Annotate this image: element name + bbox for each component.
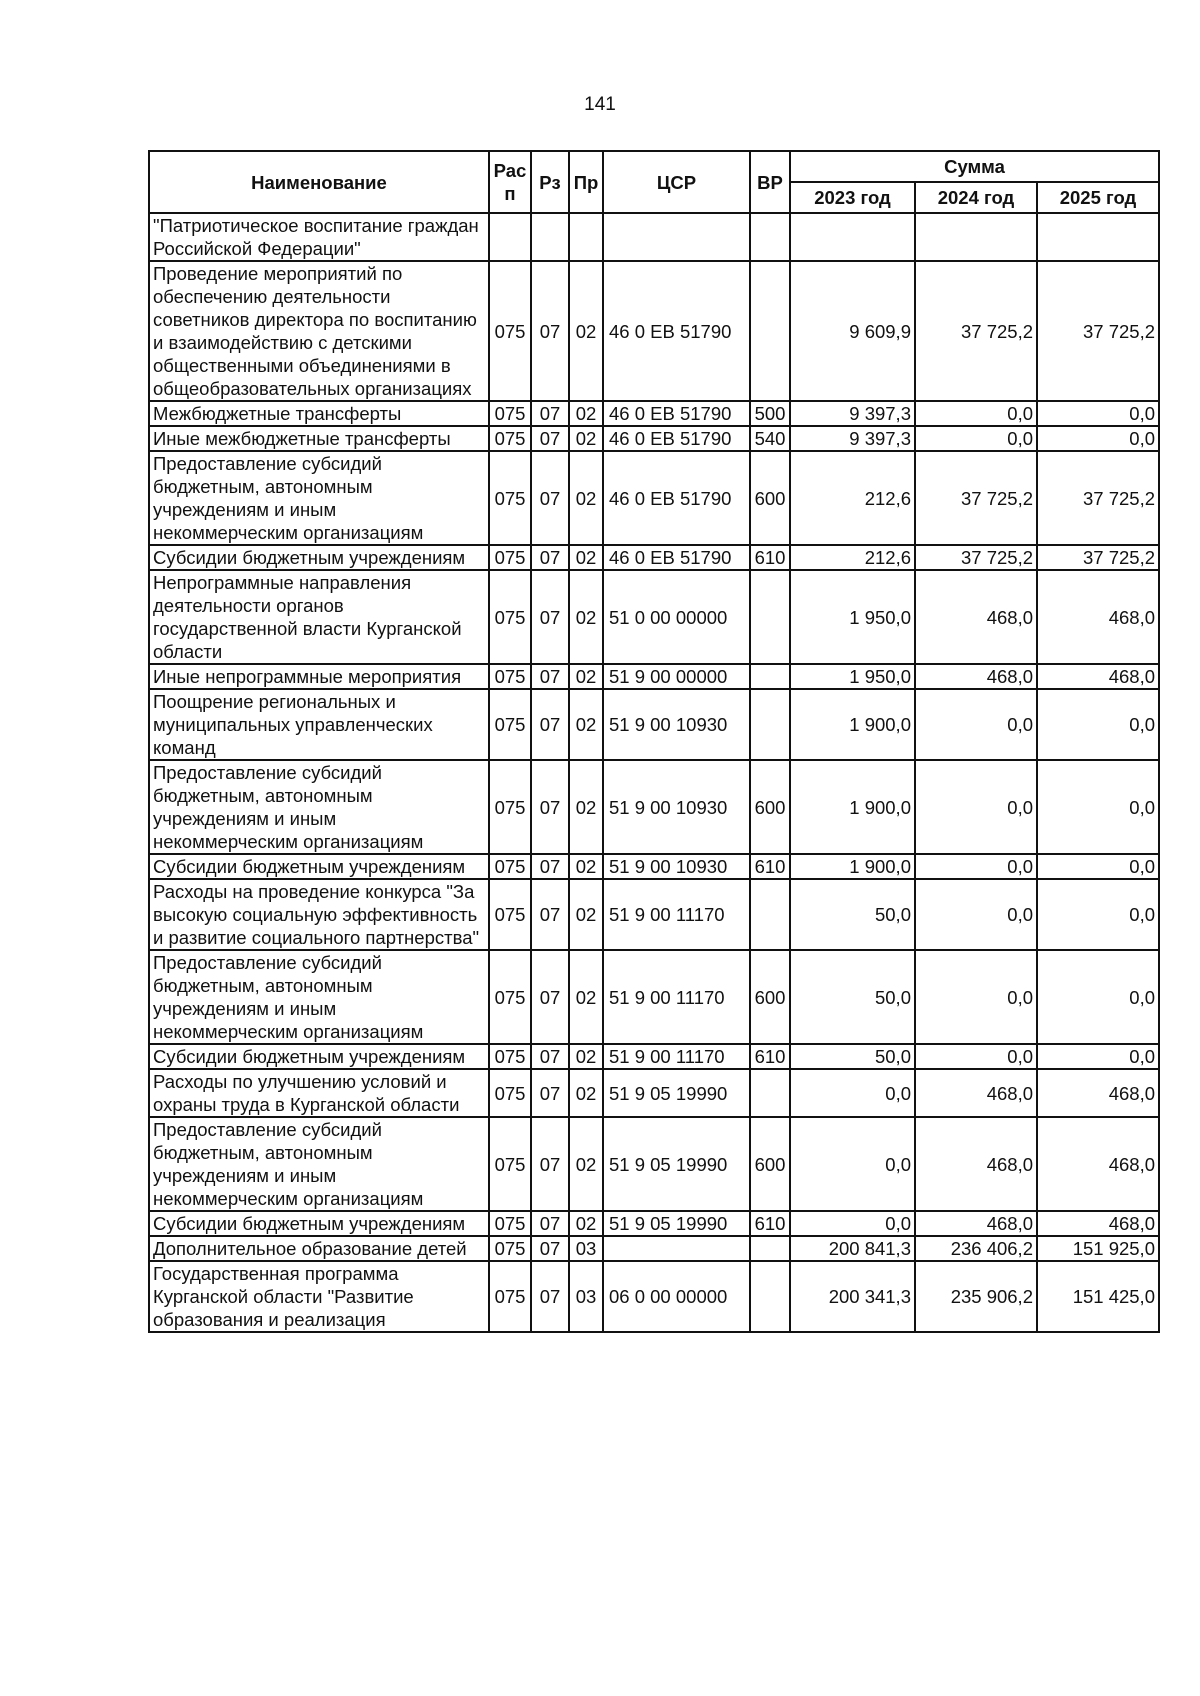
cell-csr: 46 0 ЕВ 51790 bbox=[603, 426, 750, 451]
cell-y2024: 37 725,2 bbox=[915, 451, 1037, 545]
cell-csr: 51 9 00 11170 bbox=[603, 950, 750, 1044]
table-row bbox=[149, 1117, 1159, 1211]
cell-rz: 07 bbox=[531, 854, 569, 879]
cell-csr bbox=[603, 1236, 750, 1261]
cell-rz: 07 bbox=[531, 689, 569, 760]
cell-csr: 51 9 00 10930 bbox=[603, 854, 750, 879]
cell-csr: 46 0 ЕВ 51790 bbox=[603, 401, 750, 426]
table-row bbox=[149, 1069, 1159, 1117]
cell-rz: 07 bbox=[531, 261, 569, 401]
cell-y2024: 468,0 bbox=[915, 1211, 1037, 1236]
cell-y2025: 37 725,2 bbox=[1037, 261, 1159, 401]
cell-y2025: 37 725,2 bbox=[1037, 545, 1159, 570]
cell-csr: 46 0 ЕВ 51790 bbox=[603, 451, 750, 545]
cell-rasp: 075 bbox=[489, 760, 531, 854]
cell-csr: 51 9 05 19990 bbox=[603, 1117, 750, 1211]
cell-y2024: 0,0 bbox=[915, 854, 1037, 879]
cell-name: Государственная программа Курганской области "Развитие образования и реализация bbox=[149, 1261, 489, 1332]
cell-rasp: 075 bbox=[489, 451, 531, 545]
cell-y2024: 0,0 bbox=[915, 1044, 1037, 1069]
cell-y2025: 0,0 bbox=[1037, 854, 1159, 879]
cell-rz: 07 bbox=[531, 451, 569, 545]
cell-pr: 02 bbox=[569, 689, 603, 760]
cell-csr: 51 9 05 19990 bbox=[603, 1069, 750, 1117]
table-row bbox=[149, 1236, 1159, 1261]
cell-y2025: 37 725,2 bbox=[1037, 451, 1159, 545]
cell-pr: 02 bbox=[569, 1044, 603, 1069]
cell-y2023: 200 841,3 bbox=[790, 1236, 915, 1261]
cell-y2025: 0,0 bbox=[1037, 426, 1159, 451]
cell-name: Предоставление субсидий бюджетным, автономным учреждениям и иным некоммерческим организациям bbox=[149, 950, 489, 1044]
cell-rz: 07 bbox=[531, 1069, 569, 1117]
cell-name: Непрограммные направления деятельности органов государственной власти Курганской области bbox=[149, 570, 489, 664]
cell-csr bbox=[603, 213, 750, 261]
cell-pr: 02 bbox=[569, 1211, 603, 1236]
cell-vr: 500 bbox=[750, 401, 790, 426]
cell-rz: 07 bbox=[531, 545, 569, 570]
cell-rz: 07 bbox=[531, 1117, 569, 1211]
cell-vr bbox=[750, 570, 790, 664]
table-body bbox=[149, 213, 1159, 1332]
table-row bbox=[149, 213, 1159, 261]
col-header-rasp: Рас п bbox=[489, 151, 531, 213]
cell-y2024: 468,0 bbox=[915, 570, 1037, 664]
cell-vr bbox=[750, 1236, 790, 1261]
cell-vr bbox=[750, 689, 790, 760]
cell-vr: 600 bbox=[750, 950, 790, 1044]
cell-y2023: 50,0 bbox=[790, 950, 915, 1044]
cell-vr: 610 bbox=[750, 854, 790, 879]
cell-y2025: 468,0 bbox=[1037, 1211, 1159, 1236]
cell-y2023: 1 900,0 bbox=[790, 854, 915, 879]
cell-csr: 06 0 00 00000 bbox=[603, 1261, 750, 1332]
cell-y2023: 0,0 bbox=[790, 1069, 915, 1117]
cell-vr: 600 bbox=[750, 451, 790, 545]
cell-rasp: 075 bbox=[489, 1261, 531, 1332]
cell-csr: 51 9 00 10930 bbox=[603, 760, 750, 854]
cell-y2025: 468,0 bbox=[1037, 664, 1159, 689]
cell-y2023: 1 900,0 bbox=[790, 689, 915, 760]
cell-vr: 600 bbox=[750, 760, 790, 854]
cell-y2023: 1 900,0 bbox=[790, 760, 915, 854]
cell-csr: 51 9 00 00000 bbox=[603, 664, 750, 689]
cell-y2025: 0,0 bbox=[1037, 760, 1159, 854]
cell-csr: 51 9 00 10930 bbox=[603, 689, 750, 760]
cell-pr: 02 bbox=[569, 451, 603, 545]
cell-y2025 bbox=[1037, 213, 1159, 261]
cell-rasp: 075 bbox=[489, 426, 531, 451]
cell-rasp bbox=[489, 213, 531, 261]
cell-y2024: 235 906,2 bbox=[915, 1261, 1037, 1332]
cell-vr: 540 bbox=[750, 426, 790, 451]
cell-pr: 03 bbox=[569, 1261, 603, 1332]
cell-csr: 51 9 05 19990 bbox=[603, 1211, 750, 1236]
cell-rz: 07 bbox=[531, 1211, 569, 1236]
cell-rasp: 075 bbox=[489, 570, 531, 664]
cell-rasp: 075 bbox=[489, 1069, 531, 1117]
col-header-sum: Сумма bbox=[790, 151, 1159, 182]
cell-name: Поощрение региональных и муниципальных управленческих команд bbox=[149, 689, 489, 760]
cell-csr: 46 0 ЕВ 51790 bbox=[603, 545, 750, 570]
cell-y2023: 1 950,0 bbox=[790, 664, 915, 689]
cell-name: Предоставление субсидий бюджетным, автономным учреждениям и иным некоммерческим организациям bbox=[149, 451, 489, 545]
cell-y2023 bbox=[790, 213, 915, 261]
cell-vr: 600 bbox=[750, 1117, 790, 1211]
cell-y2024 bbox=[915, 213, 1037, 261]
cell-y2023: 50,0 bbox=[790, 879, 915, 950]
cell-pr: 02 bbox=[569, 1069, 603, 1117]
cell-name: Субсидии бюджетным учреждениям bbox=[149, 1211, 489, 1236]
cell-vr: 610 bbox=[750, 1044, 790, 1069]
cell-y2023: 9 609,9 bbox=[790, 261, 915, 401]
cell-vr bbox=[750, 879, 790, 950]
cell-y2025: 0,0 bbox=[1037, 689, 1159, 760]
col-header-2023: 2023 год bbox=[790, 182, 915, 213]
cell-pr: 02 bbox=[569, 879, 603, 950]
cell-y2024: 37 725,2 bbox=[915, 545, 1037, 570]
cell-y2024: 468,0 bbox=[915, 664, 1037, 689]
cell-name: Субсидии бюджетным учреждениям bbox=[149, 545, 489, 570]
cell-y2025: 0,0 bbox=[1037, 950, 1159, 1044]
cell-csr: 46 0 ЕВ 51790 bbox=[603, 261, 750, 401]
cell-pr: 02 bbox=[569, 760, 603, 854]
table-row bbox=[149, 664, 1159, 689]
col-header-2025: 2025 год bbox=[1037, 182, 1159, 213]
col-header-vr: ВР bbox=[750, 151, 790, 213]
cell-name: Предоставление субсидий бюджетным, автономным учреждениям и иным некоммерческим организациям bbox=[149, 760, 489, 854]
cell-pr: 02 bbox=[569, 401, 603, 426]
cell-rasp: 075 bbox=[489, 1044, 531, 1069]
table-row bbox=[149, 879, 1159, 950]
table-row bbox=[149, 1044, 1159, 1069]
cell-y2024: 0,0 bbox=[915, 950, 1037, 1044]
cell-y2025: 0,0 bbox=[1037, 879, 1159, 950]
cell-y2023: 212,6 bbox=[790, 545, 915, 570]
cell-y2023: 1 950,0 bbox=[790, 570, 915, 664]
cell-name: Предоставление субсидий бюджетным, автономным учреждениям и иным некоммерческим организациям bbox=[149, 1117, 489, 1211]
cell-vr: 610 bbox=[750, 1211, 790, 1236]
cell-rasp: 075 bbox=[489, 689, 531, 760]
table-row bbox=[149, 689, 1159, 760]
cell-y2023: 200 341,3 bbox=[790, 1261, 915, 1332]
cell-rz: 07 bbox=[531, 950, 569, 1044]
cell-csr: 51 9 00 11170 bbox=[603, 1044, 750, 1069]
table-row bbox=[149, 760, 1159, 854]
table-row bbox=[149, 401, 1159, 426]
cell-rasp: 075 bbox=[489, 950, 531, 1044]
cell-rasp: 075 bbox=[489, 261, 531, 401]
col-header-2024: 2024 год bbox=[915, 182, 1037, 213]
table-row bbox=[149, 545, 1159, 570]
cell-vr bbox=[750, 664, 790, 689]
cell-csr: 51 9 00 11170 bbox=[603, 879, 750, 950]
cell-y2025: 468,0 bbox=[1037, 570, 1159, 664]
cell-pr: 02 bbox=[569, 664, 603, 689]
cell-rasp: 075 bbox=[489, 401, 531, 426]
table-row bbox=[149, 426, 1159, 451]
table-row bbox=[149, 261, 1159, 401]
cell-name: Субсидии бюджетным учреждениям bbox=[149, 1044, 489, 1069]
col-header-rz: Рз bbox=[531, 151, 569, 213]
cell-pr: 02 bbox=[569, 854, 603, 879]
cell-name: Расходы по улучшению условий и охраны труда в Курганской области bbox=[149, 1069, 489, 1117]
cell-csr: 51 0 00 00000 bbox=[603, 570, 750, 664]
cell-name: Субсидии бюджетным учреждениям bbox=[149, 854, 489, 879]
cell-pr: 02 bbox=[569, 1117, 603, 1211]
cell-y2024: 0,0 bbox=[915, 879, 1037, 950]
cell-vr bbox=[750, 213, 790, 261]
table-row bbox=[149, 1211, 1159, 1236]
col-header-pr: Пр bbox=[569, 151, 603, 213]
cell-pr: 02 bbox=[569, 426, 603, 451]
cell-y2023: 50,0 bbox=[790, 1044, 915, 1069]
cell-y2024: 0,0 bbox=[915, 401, 1037, 426]
cell-y2023: 212,6 bbox=[790, 451, 915, 545]
cell-name: Иные непрограммные мероприятия bbox=[149, 664, 489, 689]
cell-rz: 07 bbox=[531, 760, 569, 854]
cell-rasp: 075 bbox=[489, 664, 531, 689]
cell-pr: 02 bbox=[569, 261, 603, 401]
cell-y2023: 9 397,3 bbox=[790, 426, 915, 451]
cell-vr bbox=[750, 261, 790, 401]
cell-name: Проведение мероприятий по обеспечению деятельности советников директора по воспитанию и взаимодействию с детскими общественными объединениями в общеобразовательных организациях bbox=[149, 261, 489, 401]
cell-pr bbox=[569, 213, 603, 261]
cell-y2024: 0,0 bbox=[915, 689, 1037, 760]
table-row bbox=[149, 451, 1159, 545]
cell-y2024: 468,0 bbox=[915, 1069, 1037, 1117]
cell-rasp: 075 bbox=[489, 879, 531, 950]
table-row bbox=[149, 1261, 1159, 1332]
cell-y2023: 9 397,3 bbox=[790, 401, 915, 426]
table-row bbox=[149, 854, 1159, 879]
cell-name: Межбюджетные трансферты bbox=[149, 401, 489, 426]
budget-table bbox=[148, 150, 1160, 1333]
cell-vr bbox=[750, 1261, 790, 1332]
cell-rz: 07 bbox=[531, 1044, 569, 1069]
page-number: 141 bbox=[584, 94, 616, 115]
cell-y2025: 468,0 bbox=[1037, 1069, 1159, 1117]
cell-rasp: 075 bbox=[489, 545, 531, 570]
cell-rz: 07 bbox=[531, 426, 569, 451]
cell-y2025: 151 925,0 bbox=[1037, 1236, 1159, 1261]
cell-rasp: 075 bbox=[489, 1211, 531, 1236]
cell-y2025: 0,0 bbox=[1037, 401, 1159, 426]
cell-y2025: 468,0 bbox=[1037, 1117, 1159, 1211]
cell-pr: 02 bbox=[569, 950, 603, 1044]
cell-pr: 02 bbox=[569, 545, 603, 570]
cell-rz: 07 bbox=[531, 401, 569, 426]
cell-name: Расходы на проведение конкурса "За высокую социальную эффективность и развитие социального партнерства" bbox=[149, 879, 489, 950]
table-row bbox=[149, 570, 1159, 664]
cell-y2025: 151 425,0 bbox=[1037, 1261, 1159, 1332]
cell-name: Иные межбюджетные трансферты bbox=[149, 426, 489, 451]
cell-y2025: 0,0 bbox=[1037, 1044, 1159, 1069]
cell-rasp: 075 bbox=[489, 854, 531, 879]
cell-y2024: 468,0 bbox=[915, 1117, 1037, 1211]
cell-vr: 610 bbox=[750, 545, 790, 570]
cell-name: "Патриотическое воспитание граждан Российской Федерации" bbox=[149, 213, 489, 261]
cell-rz: 07 bbox=[531, 570, 569, 664]
cell-rz: 07 bbox=[531, 1261, 569, 1332]
col-header-name: Наименование bbox=[149, 151, 489, 213]
cell-y2023: 0,0 bbox=[790, 1211, 915, 1236]
table-row bbox=[149, 950, 1159, 1044]
cell-pr: 03 bbox=[569, 1236, 603, 1261]
cell-rz: 07 bbox=[531, 664, 569, 689]
cell-name: Дополнительное образование детей bbox=[149, 1236, 489, 1261]
cell-pr: 02 bbox=[569, 570, 603, 664]
cell-y2024: 236 406,2 bbox=[915, 1236, 1037, 1261]
cell-y2024: 0,0 bbox=[915, 426, 1037, 451]
cell-rz: 07 bbox=[531, 1236, 569, 1261]
header-row bbox=[149, 151, 1159, 182]
cell-y2023: 0,0 bbox=[790, 1117, 915, 1211]
col-header-csr: ЦСР bbox=[603, 151, 750, 213]
cell-rz: 07 bbox=[531, 879, 569, 950]
cell-rasp: 075 bbox=[489, 1236, 531, 1261]
cell-rasp: 075 bbox=[489, 1117, 531, 1211]
cell-vr bbox=[750, 1069, 790, 1117]
cell-y2024: 0,0 bbox=[915, 760, 1037, 854]
cell-rz bbox=[531, 213, 569, 261]
cell-y2024: 37 725,2 bbox=[915, 261, 1037, 401]
